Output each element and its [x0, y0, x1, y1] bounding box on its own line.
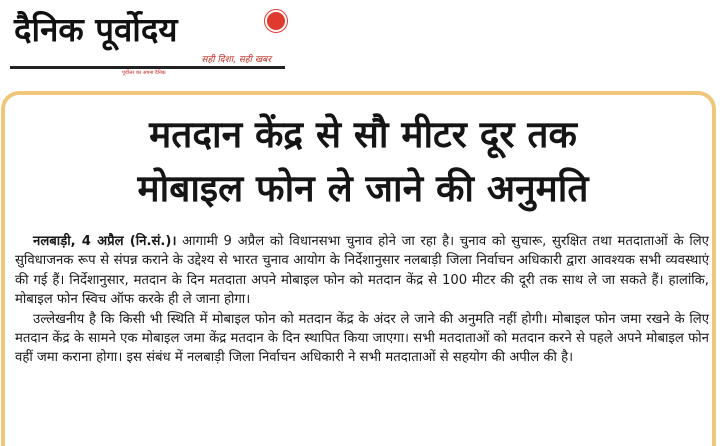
- article-body: [15, 232, 709, 368]
- newspaper-masthead: [10, 6, 285, 76]
- newspaper-tagline: सही दिशा, सही खबर: [201, 55, 271, 65]
- paragraph-1-text: आगामी 9 अप्रैल को विधानसभा चुनाव होने जा रहा है। चुनाव को सुचारू, सुरक्षित तथा मतदाताओं के लिए सुविधाजनक रूप से संपन्न कराने के उद्देश्य से भारत चुनाव आयोग के निर्देशानुसार नलबाड़ी जिला निर्वाचन अधिकारी द्वारा आवश्यक सभी व्यवस्थाएं की गई हैं। निर्देशानुसार, मतदान के दिन मतदाता अपने मोबाइल फोन को मतदान केंद्र से 100 मीटर की दूरी तक साथ ले जा सकते हैं। हालांकि, मोबाइल फोन स्विच ऑफ करके ही ले जाना होगा।: [15, 234, 709, 308]
- article-paragraph-1: [15, 232, 709, 310]
- logo-dot-icon: [265, 10, 287, 32]
- article-paragraph-2: उल्लेखनीय है कि किसी भी स्थिति में मोबाइल फोन को मतदान केंद्र के अंदर ले जाने की अनुमति नहीं होगी। मोबाइल फोन जमा रखने के लिए मतदान केंद्र के सामने एक मोबाइल जमा केंद्र मतदान के दिन स्थापित किया जाएगा। सभी मतदाताओं को मतदान करने से पहले अपने मोबाइल फोन वहीं जमा कराना होगा। इस संबंध में नलबाड़ी जिला निर्वाचन अधिकारी ने सभी मतदाताओं से सहयोग की अपील की है।: [15, 311, 709, 366]
- article-headline: [0, 108, 726, 216]
- article-dateline: नलबाड़ी, 4 अप्रैल (नि.सं.)।: [33, 234, 177, 249]
- headline-line-2: मोबाइल फोन ले जाने की अनुमति: [137, 167, 589, 210]
- masthead-rule: [10, 66, 285, 69]
- masthead-small-text: पूर्वोत्तर का अपना दैनिक: [122, 70, 166, 76]
- headline-line-1: मतदान केंद्र से सौ मीटर दूर तक: [149, 113, 577, 156]
- newspaper-logo-title: दैनिक पूर्वोदय: [14, 10, 178, 49]
